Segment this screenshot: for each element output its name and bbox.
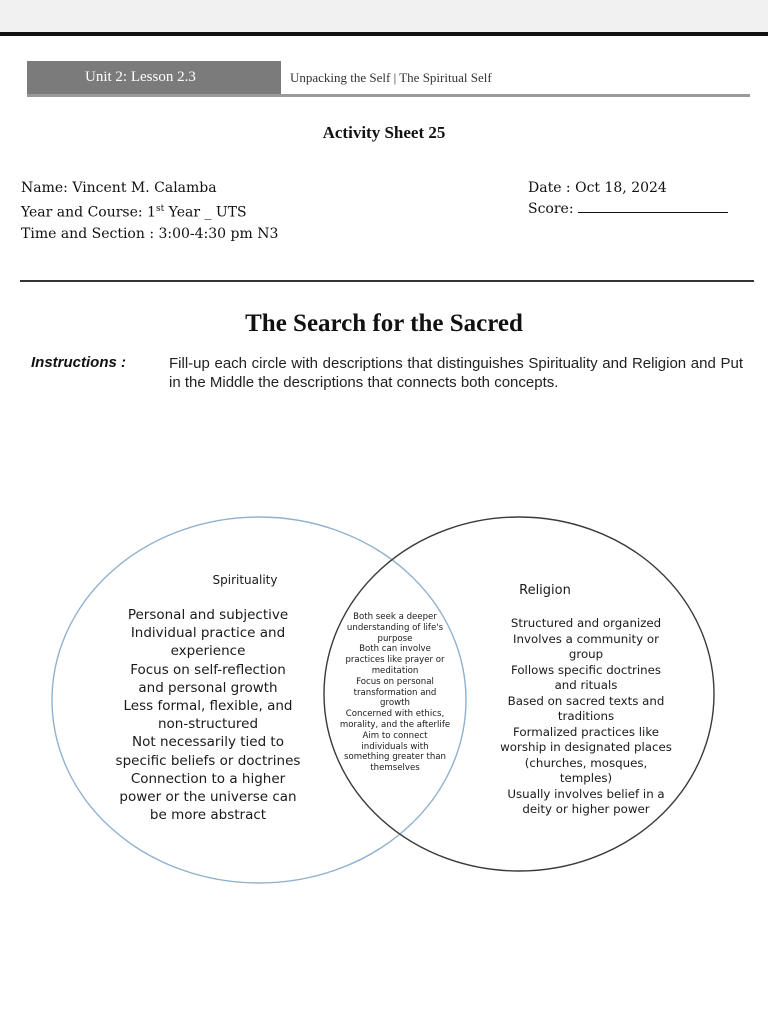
instructions-label: Instructions : — [31, 354, 127, 371]
left-line: be more abstract — [149, 807, 267, 824]
left-line: Personal and subjective — [127, 607, 289, 623]
left-line: power or the universe can — [119, 789, 297, 806]
middle-line: understanding of life's — [346, 622, 444, 633]
left-line: Less formal, flexible, and — [123, 698, 293, 715]
year-course-suffix: Year _ UTS — [164, 204, 247, 221]
lesson-subtitle: Unpacking the Self | The Spiritual Self — [290, 70, 492, 85]
right-line: Follows specific doctrines — [510, 662, 662, 677]
middle-line: morality, and the afterlife — [339, 719, 451, 730]
right-line: Formalized practices like — [512, 724, 659, 739]
middle-line: Focus on personal — [356, 676, 434, 687]
middle-line: something greater than — [343, 752, 447, 763]
date-field: Date : Oct 18, 2024 — [528, 180, 667, 196]
middle-line: meditation — [371, 665, 419, 676]
student-info — [21, 178, 278, 245]
activity-sheet-title: Activity Sheet 25 — [322, 123, 446, 142]
right-line: deity or higher power — [522, 802, 650, 816]
religion-descriptions — [490, 616, 682, 818]
right-line: Structured and organized — [510, 616, 662, 630]
right-line: Based on sacred texts and — [507, 693, 665, 708]
middle-line: growth — [380, 698, 410, 709]
unit-lesson-label: Unit 2: Lesson 2.3 — [27, 61, 281, 94]
left-line: and personal growth — [138, 679, 278, 696]
left-line: non-structured — [157, 716, 259, 733]
middle-line: practices like prayer or — [345, 655, 445, 666]
main-title: The Search for the Sacred — [245, 310, 523, 337]
section-divider — [20, 280, 754, 282]
left-line: experience — [170, 643, 246, 660]
instructions-text: Fill-up each circle with descriptions that distinguishes Spirituality and Religion and Put in the Middle the descriptions that connects both concepts. — [169, 355, 743, 391]
middle-line: Both seek a deeper — [353, 612, 437, 622]
header-rule — [27, 94, 750, 97]
left-line: Individual practice and — [130, 625, 286, 642]
year-course-sup: st — [155, 204, 165, 214]
right-line: Usually involves belief in a — [507, 786, 665, 801]
middle-line: transformation and — [353, 687, 437, 698]
year-course — [21, 199, 278, 224]
middle-line: purpose — [377, 633, 413, 644]
student-name: Name: Vincent M. Calamba — [21, 180, 217, 196]
date-score — [528, 178, 728, 220]
middle-line: Aim to connect — [362, 730, 428, 741]
time-section: Time and Section : 3:00-4:30 pm N3 — [21, 225, 279, 242]
top-bar — [0, 0, 768, 36]
shared-descriptions — [328, 612, 462, 774]
right-line: group — [568, 647, 604, 661]
right-line: and rituals — [554, 678, 618, 692]
middle-line: Concerned with ethics, — [345, 709, 445, 720]
right-line: traditions — [557, 709, 615, 723]
right-line: temples) — [559, 771, 613, 785]
left-line: Connection to a higher — [130, 770, 286, 787]
middle-line: Both can involve — [359, 644, 431, 655]
score-field — [528, 199, 728, 220]
spirituality-label: Spirituality — [212, 573, 278, 587]
right-line: worship in designated places — [500, 740, 672, 754]
middle-line: themselves — [370, 763, 420, 774]
score-label: Score: — [528, 201, 574, 217]
spirituality-descriptions — [100, 606, 316, 824]
left-line: Focus on self-reflection — [130, 661, 286, 678]
left-line: Not necessarily tied to — [132, 734, 284, 751]
score-blank — [578, 200, 728, 213]
religion-label: Religion — [519, 583, 571, 598]
right-line: (churches, mosques, — [524, 755, 648, 770]
right-line: Involves a community or — [513, 631, 659, 646]
middle-line: individuals with — [361, 741, 429, 752]
left-line: specific beliefs or doctrines — [115, 752, 301, 769]
year-course-prefix: Year and Course: 1 — [21, 204, 156, 221]
